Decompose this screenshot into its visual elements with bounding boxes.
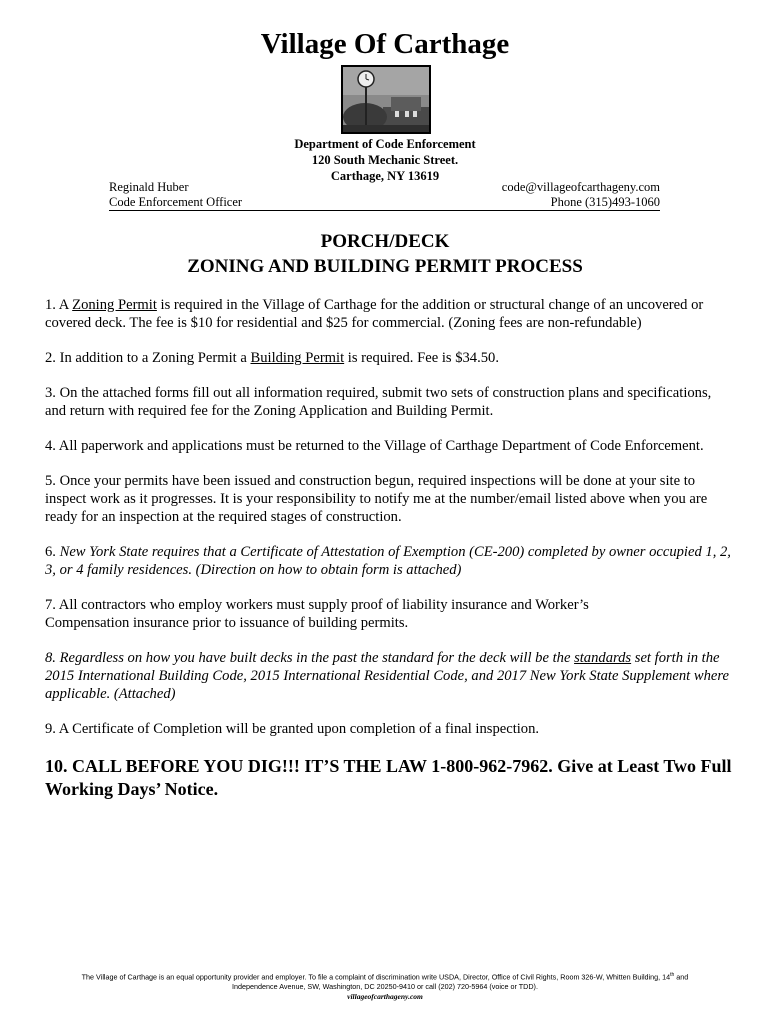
step-8 bbox=[45, 649, 735, 703]
footer-line-1 bbox=[40, 970, 730, 982]
step-6 bbox=[45, 543, 735, 579]
step-10-call-before-dig: 10. CALL BEFORE YOU DIG!!! IT’S THE LAW 1-800-962-7962. Give at Least Two Full Working Days’ Notice. bbox=[45, 756, 732, 799]
department-name: Department of Code Enforcement bbox=[294, 137, 476, 151]
heading-line-2: ZONING AND BUILDING PERMIT PROCESS bbox=[187, 256, 583, 277]
step-1 bbox=[45, 296, 735, 332]
phone-number: Phone (315)493-1060 bbox=[550, 195, 660, 209]
page-title: Village Of Carthage bbox=[260, 28, 510, 60]
step-6-text: New York State requires that a Certificate of Attestation of Exemption (CE-200) completed by owner occupied 1, 2, 3, or 4 family residences. (Direction on how to obtain form is attached) bbox=[45, 544, 731, 578]
contact-row-top bbox=[109, 180, 660, 195]
document-heading bbox=[0, 229, 770, 279]
officer-name: Reginald Huber bbox=[109, 180, 189, 194]
email-address: code@villageofcarthageny.com bbox=[501, 180, 660, 194]
step-2-text-a: 2. In addition to a Zoning Permit a bbox=[45, 350, 251, 366]
department-address bbox=[0, 136, 770, 184]
step-1-text-a: 1. A bbox=[45, 297, 73, 313]
step-7 bbox=[45, 596, 735, 632]
street-address: 120 South Mechanic Street. bbox=[311, 153, 459, 167]
step-2-text-b: is required. Fee is $34.50. bbox=[344, 350, 499, 366]
step-4: 4. All paperwork and applications must be returned to the Village of Carthage Department of Code Enforcement. bbox=[45, 438, 704, 454]
step-1-underlined: Zoning Permit bbox=[72, 297, 157, 313]
city-address: Carthage, NY 13619 bbox=[330, 169, 440, 183]
step-1-text-b: is required in the Village of Carthage for the addition or structural change of an uncovered or covered deck. The fee is $10 for residential and $25 for commercial. (Zoning fees are non-refundable) bbox=[45, 297, 704, 331]
step-8-underlined: standards bbox=[574, 650, 632, 666]
contact-row-bottom bbox=[109, 195, 660, 211]
step-8-text-b: set forth in the 2015 International Building Code, 2015 International Residential Code, and 2017 New York State Supplement where applicable. (Attached) bbox=[45, 650, 729, 702]
footer-notice bbox=[40, 970, 730, 1002]
step-7-line-1: 7. All contractors who employ workers must supply proof of liability insurance and Worker’s bbox=[45, 597, 589, 613]
process-steps bbox=[45, 296, 735, 818]
footer-line-1-text: The Village of Carthage is an equal opportunity provider and employer. To file a complaint of discrimination write USDA, Director, Office of Civil Rights, Room 326-W, Whitten Building, 14 bbox=[81, 972, 671, 982]
step-8-text-a: 8. Regardless on how you have built decks in the past the standard for the deck will be the bbox=[45, 650, 575, 666]
heading-line-1: PORCH/DECK bbox=[320, 231, 450, 252]
footer-line-1-end: and bbox=[674, 972, 689, 982]
step-9: 9. A Certificate of Completion will be granted upon completion of a final inspection. bbox=[45, 721, 540, 737]
step-6-number: 6. bbox=[45, 544, 60, 560]
step-2 bbox=[45, 349, 735, 367]
footer-line-2: Independence Avenue, SW, Washington, DC 20250-9410 or call (202) 720-5964 (voice or TDD). bbox=[232, 982, 538, 992]
clock-tower-photo-icon bbox=[341, 65, 431, 134]
officer-title: Code Enforcement Officer bbox=[109, 195, 243, 209]
step-3: 3. On the attached forms fill out all information required, submit two sets of construction plans and specifications, and return with required fee for the Zoning Application and Building Permit. bbox=[45, 385, 712, 419]
footer-website: villageofcarthageny.com bbox=[347, 992, 423, 1002]
step-5: 5. Once your permits have been issued and construction begun, required inspections will be done at your site to inspect work as it progresses. It is your responsibility to notify me at the number/email listed above when you are ready for an inspection at the required stages of construction. bbox=[45, 473, 708, 525]
step-2-underlined: Building Permit bbox=[250, 350, 345, 366]
step-7-line-2: Compensation insurance prior to issuance of building permits. bbox=[45, 615, 409, 631]
footer-superscript: th bbox=[670, 972, 675, 978]
